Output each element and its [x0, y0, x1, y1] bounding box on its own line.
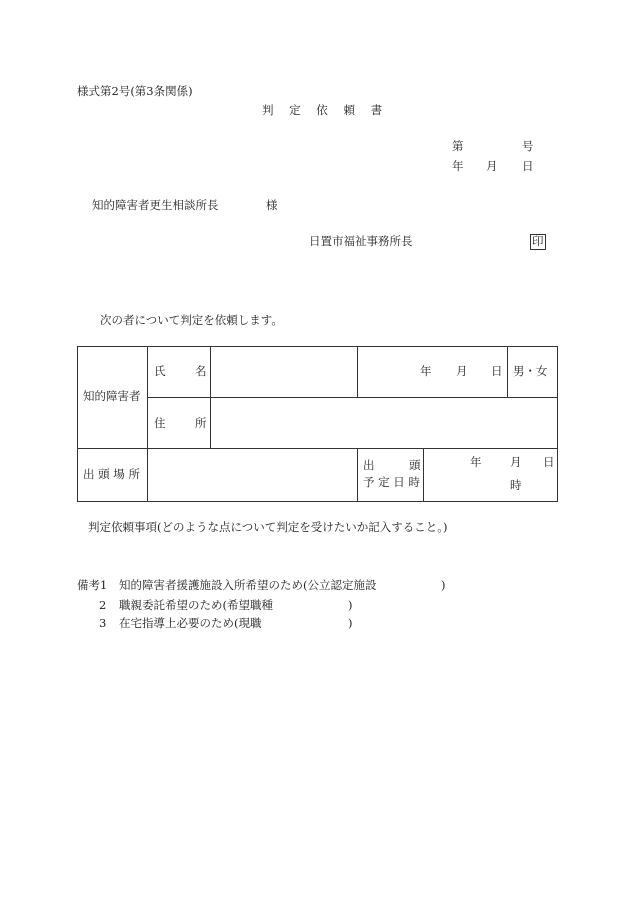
- schedule-month: 月: [510, 455, 522, 469]
- remark-item-2-close: ): [348, 598, 353, 612]
- name-label-a: 氏: [154, 364, 166, 378]
- schedule-hour: 時: [510, 478, 522, 492]
- schedule-year: 年: [470, 455, 482, 469]
- address-field[interactable]: [211, 398, 558, 449]
- address-label-b: 所: [195, 416, 207, 430]
- sex-cell[interactable]: [508, 347, 558, 398]
- person-label-cell: [78, 347, 148, 449]
- sex-option: 男・女: [513, 364, 548, 378]
- addressee-name: 知的障害者更生相談所長: [92, 198, 219, 212]
- remark-item-2-num: 2: [99, 598, 107, 612]
- dob-month: 月: [456, 364, 468, 378]
- name-label-cell: [148, 347, 211, 398]
- dob-day: 日: [491, 364, 503, 378]
- dob-year: 年: [420, 364, 432, 378]
- venue-label-cell: [78, 449, 148, 502]
- addressee-honorific: 様: [266, 198, 278, 212]
- remark-item-3-text: 在宅指導上必要のため(現職: [119, 616, 262, 630]
- dob-field[interactable]: [358, 347, 508, 398]
- remark-item-1-text: 知的障害者援護施設入所希望のため(公立認定施設: [119, 578, 377, 592]
- matters-note: 判定依頼事項(どのような点について判定を受けたいか記入すること。): [88, 520, 448, 534]
- document-title: 判 定 依 頼 書: [262, 103, 389, 117]
- name-field[interactable]: [211, 347, 358, 398]
- sender-name: 日置市福祉事務所長: [309, 234, 413, 248]
- remark-item-1-close: ): [441, 578, 446, 592]
- remark-item-2-text: 職親委託希望のため(希望職種: [119, 598, 273, 612]
- number-prefix: 第: [452, 139, 464, 153]
- remark-item-3-close: ): [348, 616, 353, 630]
- schedule-label-cell: [358, 449, 424, 502]
- request-statement: 次の者について判定を依頼します。: [100, 313, 283, 327]
- schedule-label-line2: 予 定 日 時: [363, 475, 420, 489]
- venue-label: 出 頭 場 所: [83, 467, 140, 481]
- number-suffix: 号: [522, 139, 534, 153]
- schedule-day: 日: [543, 455, 555, 469]
- seal-mark: 印: [532, 234, 544, 248]
- remark-item-3-num: 3: [99, 616, 107, 630]
- person-label: 知的障害者: [83, 389, 141, 403]
- address-label-cell: [148, 398, 211, 449]
- address-label-a: 住: [154, 416, 166, 430]
- schedule-field[interactable]: [424, 449, 558, 502]
- date-month: 月: [486, 159, 498, 173]
- person-info-table: [77, 346, 558, 502]
- remarks-heading: 備考1: [77, 578, 108, 592]
- schedule-label-line1-a: 出: [363, 458, 375, 472]
- date-year: 年: [452, 159, 464, 173]
- date-day: 日: [522, 159, 534, 173]
- schedule-label-line1-b: 頭: [409, 458, 421, 472]
- venue-field[interactable]: [148, 449, 358, 502]
- name-label-b: 名: [195, 364, 207, 378]
- form-number: 様式第2号(第3条関係): [77, 84, 193, 98]
